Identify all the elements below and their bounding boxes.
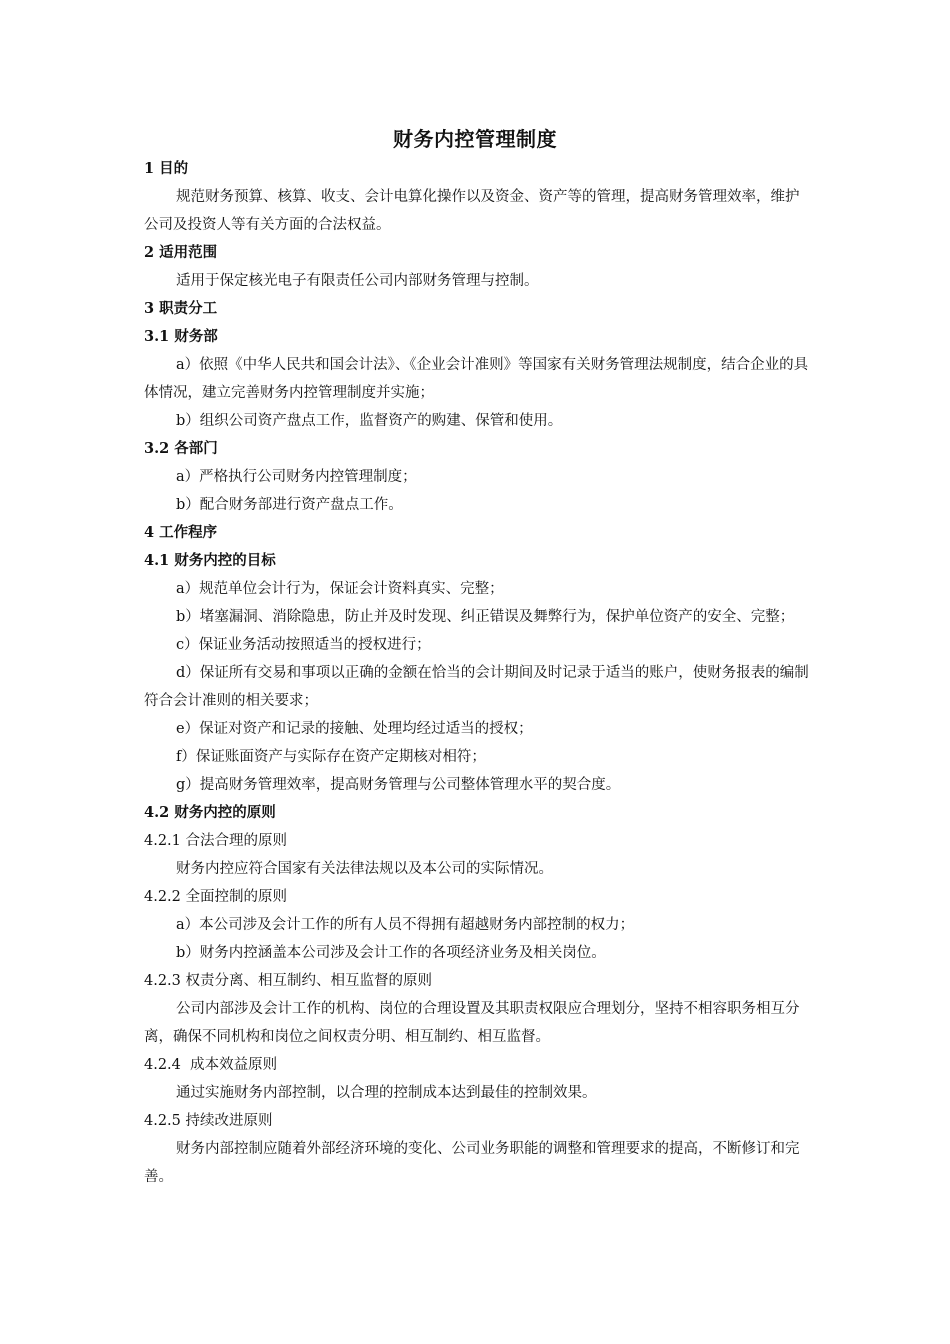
section-heading-1: 1 目的	[144, 160, 189, 177]
section-heading-4-2: 4.2 财务内控的原则	[144, 804, 276, 821]
list-item: b）组织公司资产盘点工作，监督资产的购建、保管和使用。	[176, 413, 563, 429]
section-heading-3-2: 3.2 各部门	[144, 440, 218, 457]
section-heading-3: 3 职责分工	[144, 300, 218, 317]
section-heading-3-1: 3.1 财务部	[144, 328, 218, 345]
section-heading-4: 4 工作程序	[144, 524, 218, 541]
section-heading-2: 2 适用范围	[144, 244, 218, 261]
list-item: a）严格执行公司财务内控管理制度；	[176, 469, 417, 485]
list-item: f）保证账面资产与实际存在资产定期核对相符；	[176, 749, 486, 765]
paragraph: 公司内部涉及会计工作的机构、岗位的合理设置及其职责权限应合理划分，坚持不相容职务相互分离，确保不同机构和岗位之间权责分明、相互制约、相互监督。	[144, 1001, 800, 1045]
list-item: c）保证业务活动按照适当的授权进行；	[176, 637, 431, 653]
list-item: a）依照《中华人民共和国会计法》、《企业会计准则》等国家有关财务管理法规制度，结合企业的具体情况，建立完善财务内控管理制度并实施；	[144, 357, 809, 401]
subsection-heading-4-2-2: 4.2.2 全面控制的原则	[144, 889, 288, 905]
paragraph-scope: 适用于保定核光电子有限责任公司内部财务管理与控制。	[176, 273, 539, 289]
subsection-heading-4-2-5: 4.2.5 持续改进原则	[144, 1113, 273, 1129]
list-item: b）配合财务部进行资产盘点工作。	[176, 497, 403, 513]
list-item: b）财务内控涵盖本公司涉及会计工作的各项经济业务及相关岗位。	[176, 945, 606, 961]
paragraph: 财务内部控制应随着外部经济环境的变化、公司业务职能的调整和管理要求的提高，不断修订和完善。	[144, 1141, 800, 1185]
list-item: d）保证所有交易和事项以正确的金额在恰当的会计期间及时记录于适当的账户，使财务报表的编制符合会计准则的相关要求；	[144, 665, 809, 709]
paragraph: 财务内控应符合国家有关法律法规以及本公司的实际情况。	[176, 861, 553, 877]
subsection-heading-4-2-3: 4.2.3 权责分离、相互制约、相互监督的原则	[144, 973, 433, 989]
paragraph: 通过实施财务内部控制，以合理的控制成本达到最佳的控制效果。	[176, 1085, 597, 1101]
list-item: a）本公司涉及会计工作的所有人员不得拥有超越财务内部控制的权力；	[176, 917, 635, 933]
list-item: g）提高财务管理效率，提高财务管理与公司整体管理水平的契合度。	[176, 777, 621, 793]
document-body	[144, 155, 812, 1191]
paragraph-purpose: 规范财务预算、核算、收支、会计电算化操作以及资金、资产等的管理，提高财务管理效率，维护公司及投资人等有关方面的合法权益。	[144, 189, 800, 233]
list-item: b）堵塞漏洞、消除隐患，防止并及时发现、纠正错误及舞弊行为，保护单位资产的安全、完整；	[176, 609, 795, 625]
section-heading-4-1: 4.1 财务内控的目标	[144, 552, 276, 569]
list-item: a）规范单位会计行为，保证会计资料真实、完整；	[176, 581, 504, 597]
subsection-heading-4-2-4: 4.2.4 成本效益原则	[144, 1057, 278, 1073]
subsection-heading-4-2-1: 4.2.1 合法合理的原则	[144, 833, 288, 849]
list-item: e）保证对资产和记录的接触、处理均经过适当的授权；	[176, 721, 533, 737]
document-title: 财务内控管理制度	[393, 127, 557, 151]
